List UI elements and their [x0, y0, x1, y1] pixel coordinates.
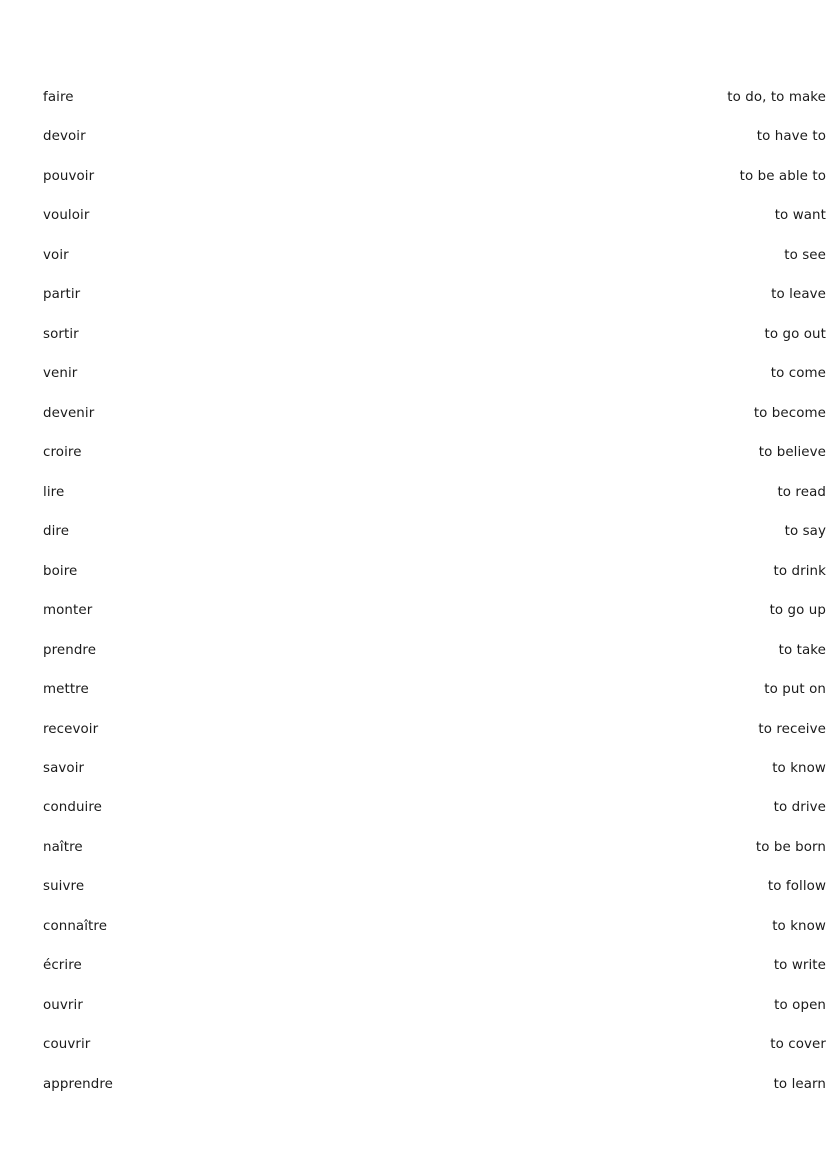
vocabulary-row [43, 325, 826, 364]
vocabulary-row [43, 759, 826, 798]
french-verb: apprendre [43, 1076, 113, 1092]
french-verb: prendre [43, 642, 97, 658]
french-verb: ouvrir [43, 997, 83, 1013]
french-verb: suivre [43, 879, 85, 895]
french-verb: vouloir [43, 208, 90, 224]
vocabulary-row [43, 956, 826, 995]
english-translation: to take [778, 642, 826, 658]
vocabulary-row [43, 206, 826, 245]
french-verb: connaître [43, 918, 108, 934]
english-translation: to know [772, 760, 826, 776]
french-verb: partir [43, 287, 81, 303]
french-verb: mettre [43, 682, 89, 698]
vocabulary-row [43, 483, 826, 522]
vocabulary-row [43, 364, 826, 403]
english-translation: to believe [758, 445, 826, 461]
english-translation: to come [770, 366, 826, 382]
vocabulary-row [43, 127, 826, 166]
english-translation: to know [772, 918, 826, 934]
vocabulary-row [43, 996, 826, 1035]
english-translation: to have to [756, 129, 826, 145]
french-verb: croire [43, 445, 82, 461]
vocabulary-row [43, 917, 826, 956]
french-verb: couvrir [43, 1037, 91, 1053]
vocabulary-row [43, 720, 826, 759]
vocabulary-row [43, 167, 826, 206]
english-translation: to do, to make [727, 90, 826, 105]
english-translation: to receive [758, 721, 826, 737]
english-translation: to say [784, 524, 826, 540]
french-verb: faire [43, 90, 74, 105]
vocabulary-row [43, 246, 826, 285]
french-verb: savoir [43, 760, 85, 776]
english-translation: to go up [769, 603, 826, 619]
french-verb: venir [43, 366, 78, 382]
english-translation: to be able to [739, 168, 826, 184]
vocabulary-row [43, 1035, 826, 1074]
english-translation: to learn [773, 1076, 826, 1092]
vocabulary-row [43, 522, 826, 561]
vocabulary-row [43, 798, 826, 837]
french-verb: boire [43, 563, 78, 579]
vocabulary-row [43, 404, 826, 443]
french-verb: pouvoir [43, 168, 95, 184]
vocabulary-row [43, 1075, 826, 1114]
english-translation: to become [753, 405, 826, 421]
french-verb: voir [43, 247, 69, 263]
french-verb: conduire [43, 800, 102, 816]
vocabulary-row [43, 680, 826, 719]
english-translation: to drive [773, 800, 826, 816]
vocabulary-row [43, 443, 826, 482]
english-translation: to leave [771, 287, 826, 303]
french-verb: devoir [43, 129, 86, 145]
english-translation: to see [784, 247, 826, 263]
english-translation: to cover [770, 1037, 826, 1053]
vocabulary-row [43, 285, 826, 324]
french-verb: recevoir [43, 721, 99, 737]
english-translation: to follow [767, 879, 826, 895]
vocabulary-row [43, 601, 826, 640]
vocabulary-row [43, 562, 826, 601]
vocabulary-list [43, 88, 826, 1114]
french-verb: monter [43, 603, 93, 619]
english-translation: to be born [755, 839, 826, 855]
vocabulary-row [43, 88, 826, 127]
french-verb: naître [43, 839, 83, 855]
vocabulary-row [43, 877, 826, 916]
english-translation: to drink [773, 563, 826, 579]
english-translation: to want [774, 208, 826, 224]
vocabulary-row [43, 641, 826, 680]
english-translation: to write [773, 958, 826, 974]
french-verb: écrire [43, 958, 82, 974]
french-verb: lire [43, 484, 65, 500]
vocabulary-row [43, 838, 826, 877]
english-translation: to open [774, 997, 826, 1013]
french-verb: sortir [43, 326, 79, 342]
french-verb: devenir [43, 405, 95, 421]
english-translation: to go out [764, 326, 826, 342]
english-translation: to read [777, 484, 826, 500]
french-verb: dire [43, 524, 70, 540]
english-translation: to put on [764, 682, 826, 698]
